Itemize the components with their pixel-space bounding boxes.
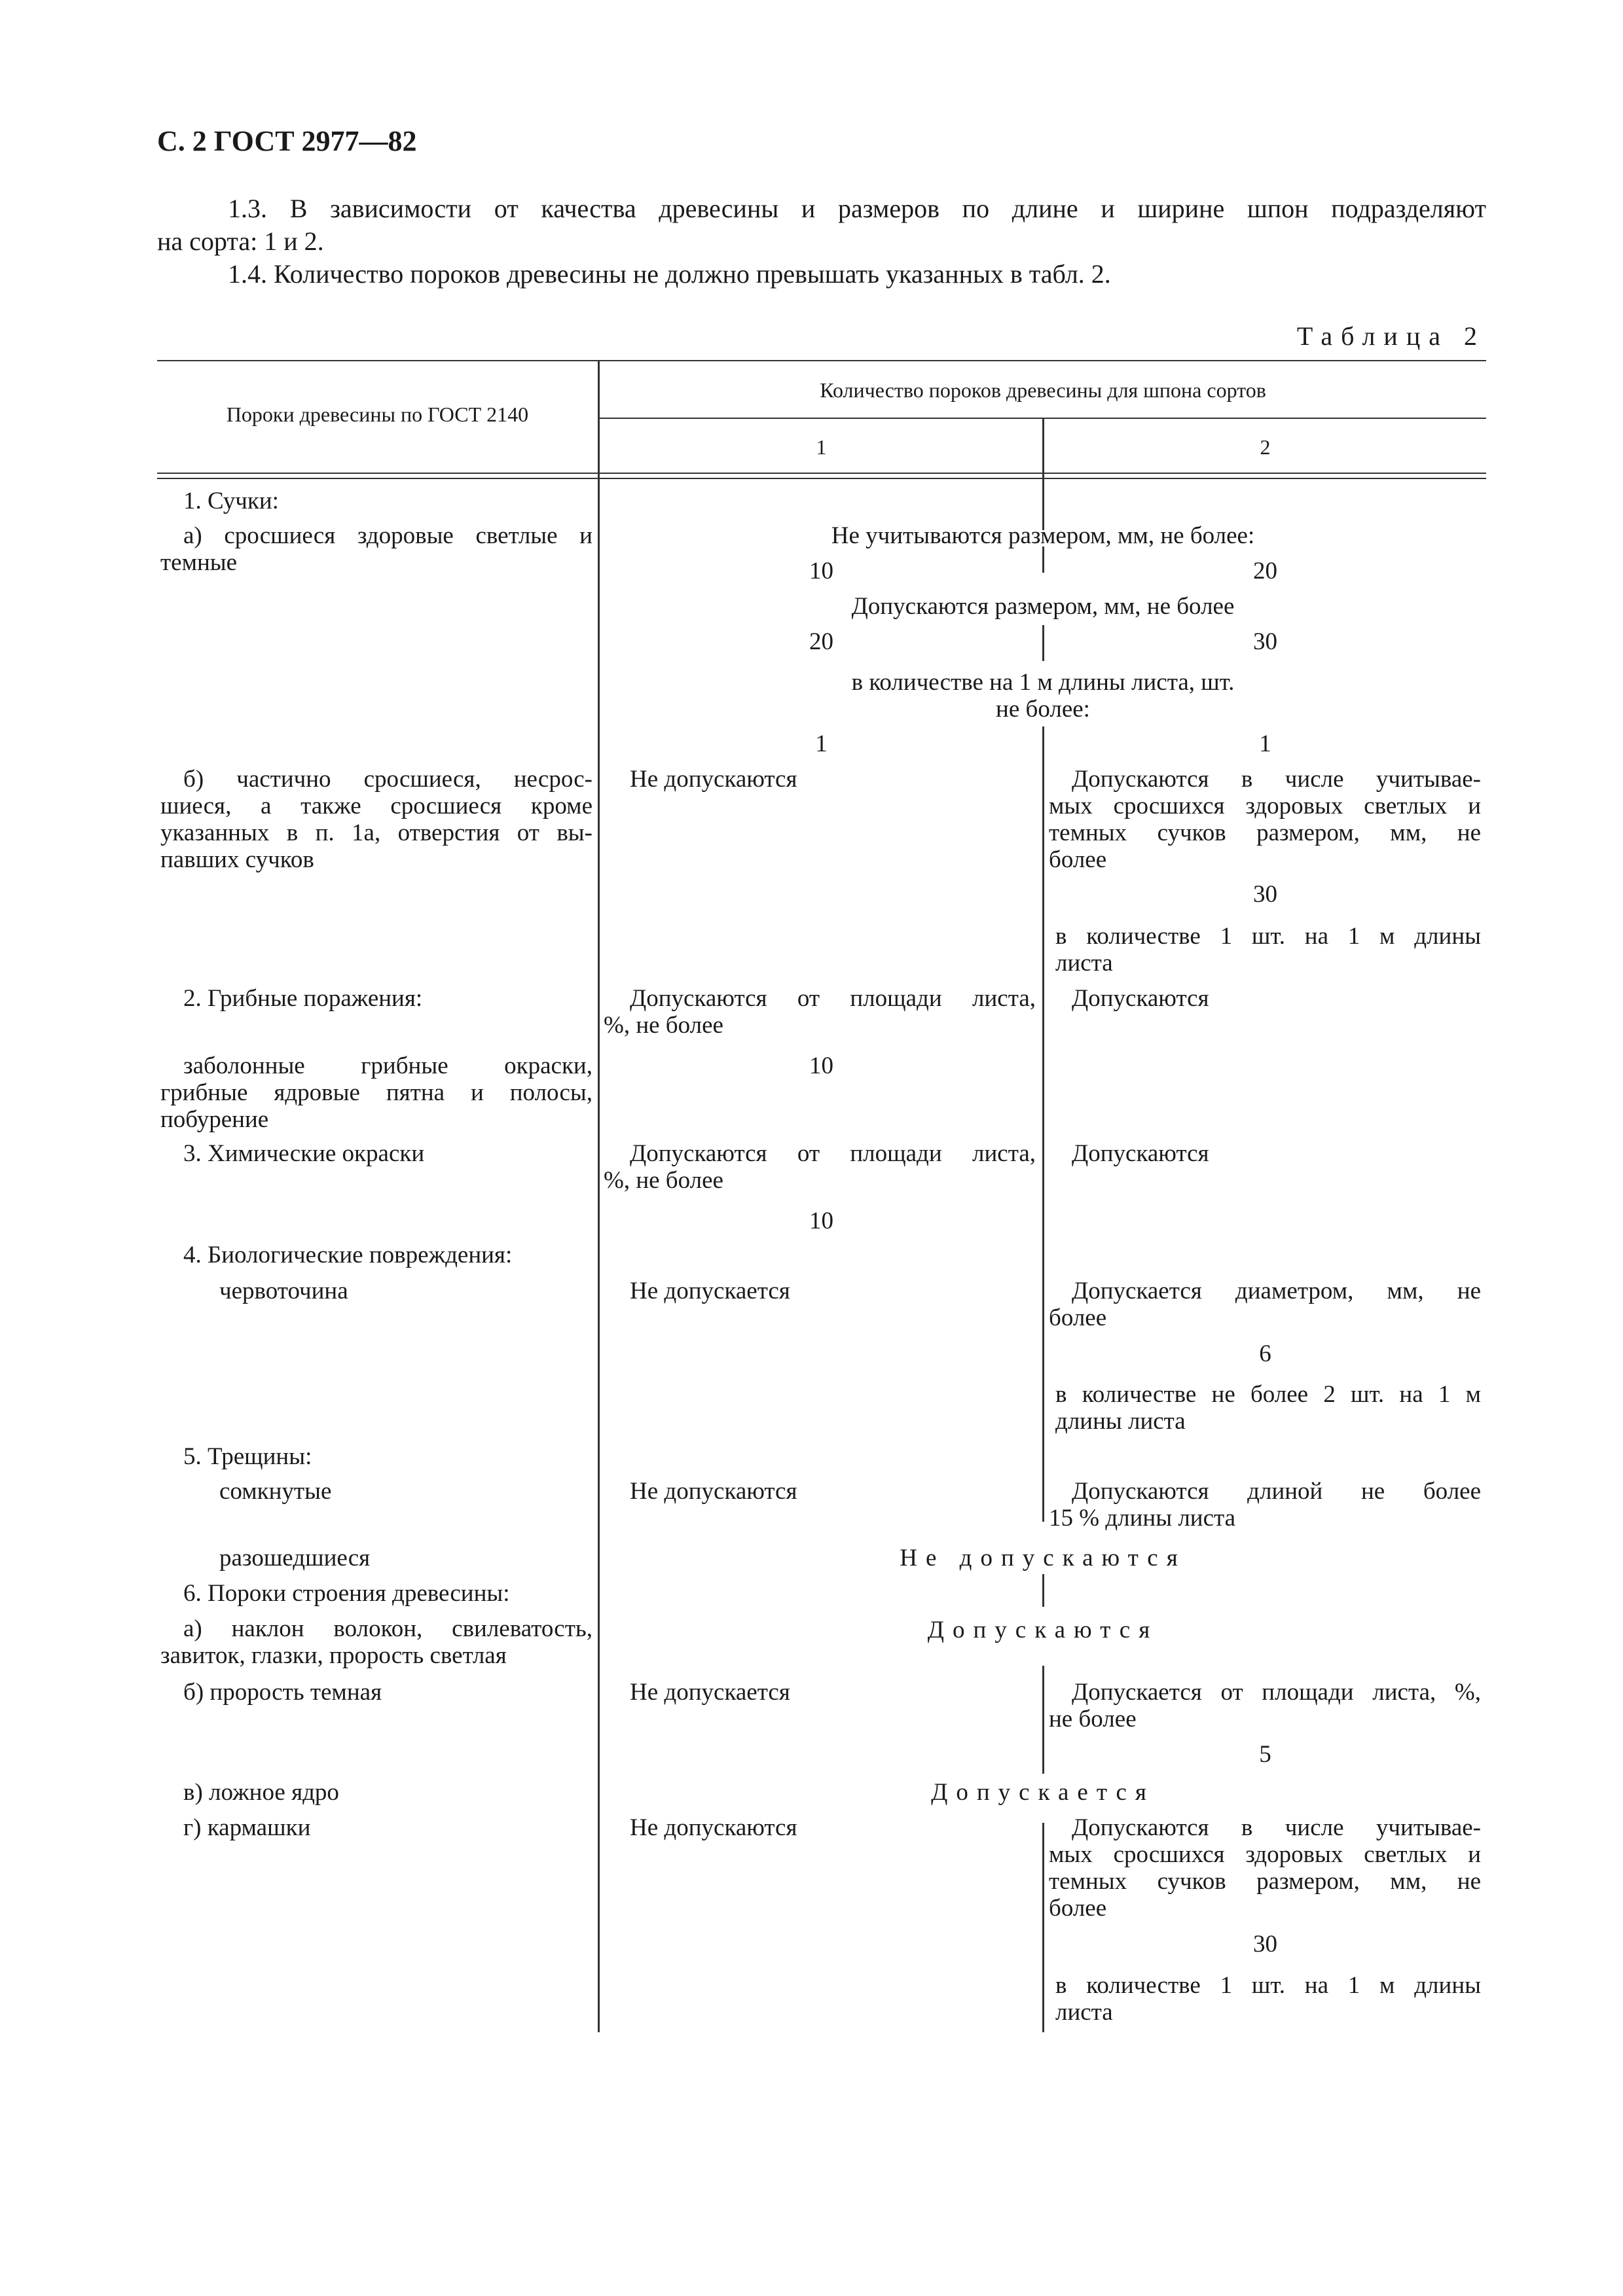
col-head-defects: Пороки древесины по ГОСТ 2140 [226, 403, 529, 426]
row-1b-label: шиеся, а также сросшиеся кроме [160, 793, 593, 819]
row-3-grade1-value: 10 [809, 1208, 833, 1234]
table-caption: Таблица 2 [1296, 321, 1486, 351]
row-6c-span: Допускается [931, 1779, 1155, 1806]
row-1b-grade2: более [1049, 846, 1107, 873]
row-2-grade1: %, не более [604, 1012, 723, 1039]
row-1a-grade1-value: 20 [809, 628, 833, 655]
row-1a-span: не более: [996, 696, 1090, 723]
row-1b-label: б) частично сросшиеся, несрос- [183, 766, 593, 793]
row-4a-grade2: более [1049, 1304, 1107, 1331]
col-head-quantity: Количество пороков древесины для шпона сортов [820, 378, 1266, 402]
col-rule-seg [1042, 1574, 1044, 1607]
row-5-title: 5. Трещины: [183, 1443, 312, 1470]
row-6c-label: в) ложное ядро [183, 1779, 339, 1806]
row-5b-span: Не допускаются [900, 1545, 1186, 1571]
row-6d-grade2: листа [1055, 1999, 1113, 2026]
row-1b-label: указанных в п. 1а, отверстия от вы- [160, 819, 593, 846]
table-head-bottom-rule-1 [157, 473, 1486, 474]
row-1a-grade2-value: 20 [1253, 558, 1277, 584]
row-6a-label: завиток, глазки, прорость светлая [160, 1642, 507, 1669]
row-6b-grade1: Не допускается [630, 1679, 790, 1706]
row-2-grade1: Допускаются от площади листа, [630, 985, 1036, 1012]
row-5a-label: сомкнутые [219, 1478, 332, 1505]
row-6a-label: а) наклон волокон, свилеватость, [183, 1615, 593, 1642]
row-6d-grade1: Не допускаются [630, 1814, 797, 1841]
row-5b-label: разошедшиеся [219, 1545, 371, 1571]
row-1a-grade2-value: 30 [1253, 628, 1277, 655]
row-1b-grade2: в количестве 1 шт. на 1 м длины [1055, 923, 1481, 950]
page-header: С. 2 ГОСТ 2977—82 [157, 125, 417, 157]
paragraph-1-4: 1.4. Количество пороков древесины не должно превышать указанных в табл. 2. [228, 259, 1111, 289]
col-head-grade-1: 1 [816, 435, 827, 459]
row-4a-label: червоточина [219, 1278, 348, 1304]
row-4a-grade2: Допускается диаметром, мм, не [1072, 1278, 1481, 1304]
row-4a-grade1: Не допускается [630, 1278, 790, 1304]
row-6d-grade2: мых сросшихся здоровых светлых и [1049, 1841, 1481, 1868]
row-2a-label: заболонные грибные окраски, [183, 1052, 593, 1079]
row-2-title: 2. Грибные поражения: [183, 985, 423, 1012]
row-1a-span: в количестве на 1 м длины листа, шт. [851, 669, 1235, 696]
col-head-grade-2: 2 [1260, 435, 1271, 459]
row-1a-grade1-value: 1 [815, 730, 828, 757]
row-4a-grade2-value: 6 [1259, 1340, 1271, 1367]
row-6d-grade2: более [1049, 1895, 1107, 1922]
row-6a-span: Допускаются [927, 1617, 1159, 1643]
row-3-grade1: Допускаются от площади листа, [630, 1140, 1036, 1167]
row-6b-grade2-value: 5 [1259, 1741, 1271, 1768]
row-3-grade1: %, не более [604, 1167, 723, 1194]
row-2-grade2: Допускаются [1072, 985, 1209, 1012]
col-rule-seg [1042, 418, 1044, 530]
row-5a-grade2: Допускаются длиной не более [1072, 1478, 1481, 1505]
row-6b-grade2: Допускается от площади листа, %, [1072, 1679, 1481, 1706]
row-5a-grade1: Не допускаются [630, 1478, 797, 1505]
paragraph-1-3-line2: на сорта: 1 и 2. [157, 226, 324, 256]
col-rule-seg [1042, 1823, 1044, 2032]
row-3-title: 3. Химические окраски [183, 1140, 425, 1167]
row-6b-grade2: не более [1049, 1706, 1137, 1732]
row-1b-grade2: мых сросшихся здоровых светлых и [1049, 793, 1481, 819]
row-1b-grade2-value: 30 [1253, 881, 1277, 908]
row-4-title: 4. Биологические повреждения: [183, 1242, 513, 1268]
row-1a-label: а) сросшиеся здоровые светлые и [183, 522, 593, 549]
row-5a-grade2: 15 % длины листа [1049, 1505, 1236, 1532]
row-3-grade2: Допускаются [1072, 1140, 1209, 1167]
row-1b-grade1: Не допускаются [630, 766, 797, 793]
row-6d-grade2: темных сучков размером, мм, не [1049, 1868, 1481, 1895]
row-4a-grade2: длины листа [1055, 1408, 1186, 1435]
row-6d-grade2: Допускаются в числе учитывае- [1072, 1814, 1481, 1841]
row-6b-label: б) прорость темная [183, 1679, 382, 1706]
row-6d-grade2-value: 30 [1253, 1931, 1277, 1958]
paragraph-1-3-line1: 1.3. В зависимости от качества древесины и размеров по длине и ширине шпон подразделяют [228, 194, 1486, 223]
row-1a-label: темные [160, 549, 238, 576]
row-1a-grade2-value: 1 [1259, 730, 1271, 757]
row-1a-span: Допускаются размером, мм, не более [851, 593, 1235, 620]
row-6-title: 6. Пороки строения древесины: [183, 1580, 510, 1607]
row-1b-grade2: Допускаются в числе учитывае- [1072, 766, 1481, 793]
row-1a-grade1-value: 10 [809, 558, 833, 584]
row-2a-label: побурение [160, 1106, 269, 1133]
row-1-title: 1. Сучки: [183, 488, 279, 514]
row-1b-label: павших сучков [160, 846, 314, 873]
row-1b-grade2: темных сучков размером, мм, не [1049, 819, 1481, 846]
row-6d-label: г) кармашки [183, 1814, 311, 1841]
table-head-bottom-rule-2 [157, 478, 1486, 479]
row-2a-label: грибные ядровые пятна и полосы, [160, 1079, 593, 1106]
row-1b-grade2: листа [1055, 950, 1113, 977]
table-top-rule [157, 360, 1486, 361]
row-6d-grade2: в количестве 1 шт. на 1 м длины [1055, 1972, 1481, 1999]
row-2a-grade1-value: 10 [809, 1052, 833, 1079]
col-rule-seg [1042, 726, 1044, 1522]
row-4a-grade2: в количестве не более 2 шт. на 1 м [1055, 1381, 1481, 1408]
row-1a-span: Не учитываются размером, мм, не более: [831, 522, 1255, 549]
